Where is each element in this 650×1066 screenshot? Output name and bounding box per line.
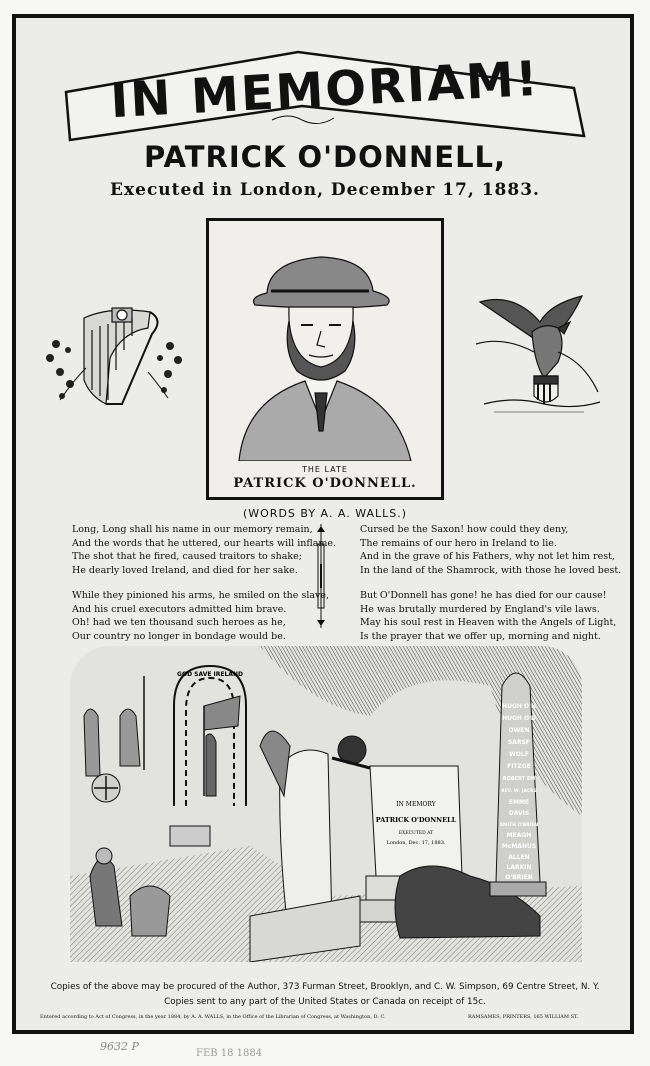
footer-copyright: Entered according to Act of Congress, in the year 1884, by A. A. WALLS, in the Office of the Librarian of Congress, at Washington, D. C. (40, 1014, 386, 1020)
footer-printer: RAMSAMES, PRINTERS, 165 WILLIAM ST. (468, 1014, 579, 1020)
memorial-scene (70, 646, 582, 962)
tomb-line: PATRICK O'DONNELL (375, 816, 457, 824)
title-text: IN MEMORIAM! (109, 50, 541, 130)
eagle-emblem-icon (474, 292, 604, 420)
poem-left-column (72, 523, 336, 655)
poem-right-column (360, 523, 621, 655)
poem-stanza (72, 523, 336, 577)
pillar-name: SMITH O'BRIEN (499, 823, 539, 828)
poem-line: And in the grave of his Fathers, why not let him rest, (360, 551, 615, 562)
pillar-name: REV. W. JACKS (501, 789, 537, 794)
poem-divider-ornament (314, 524, 328, 628)
pillar-name: MEAGH (506, 832, 532, 839)
pillar-name: FITZGE (507, 763, 531, 770)
poem-line: Our country no longer in bondage would be. (72, 630, 286, 642)
poem-attribution: (WORDS BY A. A. WALLS.) (242, 507, 408, 520)
subject-name: PATRICK O'DONNELL, (143, 140, 507, 174)
pillar-name: O'BRIEN (505, 874, 533, 881)
tomb-line: EXECUTED AT (398, 831, 434, 836)
tomb-line: London, Dec. 17, 1883. (386, 840, 446, 846)
poem-stanza (72, 589, 336, 643)
harp-emblem-icon (40, 300, 190, 412)
poem-line: Cursed be the Saxon! how could they deny, (360, 524, 569, 535)
footer-procure-line: Copies of the above may be procured of the Author, 373 Furman Street, Brooklyn, and C. W. Simpson, 69 Centre Street, N. Y. (50, 982, 600, 992)
execution-date: Executed in London, December 17, 1883. (110, 180, 540, 200)
pillar-name: HUGH O'D (502, 715, 536, 722)
pillar-name: ALLEN (508, 854, 530, 861)
poem-line: He dearly loved Ireland, and died for her sake. (72, 564, 298, 576)
poem-line: He was brutally murdered by England's vile laws. (360, 603, 600, 615)
pillar-name: DAVIS (508, 810, 530, 817)
pillar-name: SARSF (507, 739, 531, 746)
poem-line: Is the prayer that we offer up, morning and night. (360, 630, 601, 642)
pillar-name: LARKIN (506, 864, 532, 871)
poem-line: May his soul rest in Heaven with the Angels of Light, (360, 617, 617, 628)
poem-line: The shot that he fired, caused traitors to shake; (72, 551, 302, 562)
portrait-caption-small: THE LATE (302, 465, 348, 474)
poem-line: While they pinioned his arms, he smiled on the slave, (72, 590, 330, 601)
received-date-stamp: FEB 18 1884 (196, 1048, 263, 1059)
pillar-name: HUGH O'N (502, 703, 536, 710)
poem-stanza (360, 589, 621, 643)
poem-line: Long, Long shall his name in our memory remain, (72, 524, 313, 535)
portrait-engraving (209, 221, 441, 461)
pillar-name: ROBERT EM (502, 776, 536, 782)
portrait-frame (206, 218, 444, 500)
footer-copies-line: Copies sent to any part of the United States or Canada on receipt of 15c. (164, 997, 486, 1007)
pillar-name: WOLF (509, 751, 529, 758)
poem-stanza (360, 523, 621, 577)
portrait-caption: PATRICK O'DONNELL. (233, 476, 417, 491)
poem-line: And his cruel executors admitted him brave. (72, 603, 287, 615)
poem-line: Oh! had we ten thousand such heroes as he, (72, 617, 286, 628)
poem-line: The remains of our hero in Ireland to lie. (360, 537, 557, 549)
poem-line: And the words that he uttered, our hearts will inflame. (72, 537, 337, 549)
pillar-name: McMANUS (501, 843, 537, 850)
poem-line: But O'Donnell has gone! he has died for our cause! (360, 590, 607, 601)
memorial-engraving (70, 646, 582, 962)
arch-inscription: GOD SAVE IRELAND (177, 671, 243, 678)
tomb-line: IN MEMORY (396, 801, 436, 808)
pillar-name: EMME (508, 799, 530, 806)
pillar-name: OWEN (508, 727, 530, 734)
handwritten-catalog-number: 9632 P (100, 1040, 139, 1053)
poem-line: In the land of the Shamrock, with those he loved best. (360, 564, 622, 576)
